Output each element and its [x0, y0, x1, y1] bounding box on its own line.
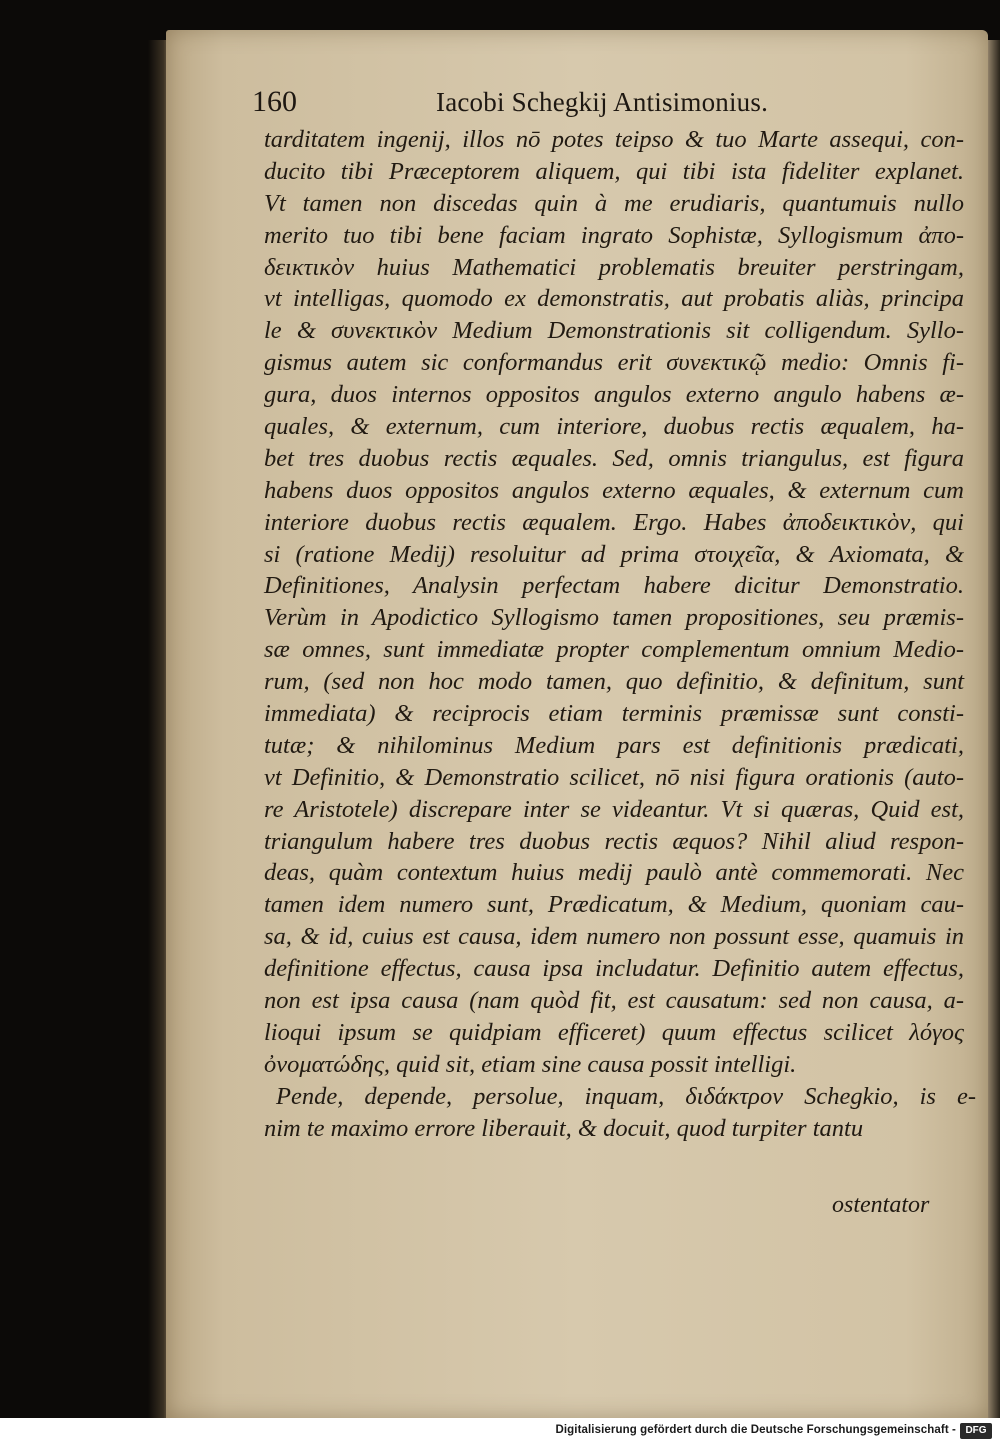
text-line: sæ omnes, sunt immediatæ propter complementum omnium Medio-: [264, 636, 964, 664]
text-line: immediata) & reciprocis etiam terminis præmissæ sunt consti-: [264, 700, 964, 728]
text-line: δεικτικὸν huius Mathematici problematis breuiter perstringam,: [264, 253, 964, 281]
text-line: interiore duobus rectis æqualem. Ergo. Habes ἀποδεικτικὸν, qui: [264, 508, 964, 536]
text-line: bet tres duobus rectis æquales. Sed, omnis triangulus, est figura: [264, 444, 964, 472]
text-line: Vt tamen non discedas quin à me erudiaris, quantumuis nullo: [264, 189, 964, 217]
text-line: lioqui ipsum se quidpiam efficeret) quum effectus scilicet λόγος: [264, 1018, 964, 1046]
text-line: tamen idem numero sunt, Prædicatum, & Medium, quoniam cau-: [264, 891, 964, 919]
text-line: nim te maximo errore liberauit, & docuit, quod turpiter tantu: [264, 1114, 864, 1142]
text-line: tutæ; & nihilominus Medium pars est definitionis prædicati,: [264, 731, 964, 759]
body-text: [264, 124, 976, 1145]
dfg-logo: DFG: [960, 1423, 992, 1439]
text-line: vt intelligas, quomodo ex demonstratis, aut probatis aliàs, principa: [264, 285, 964, 313]
funding-credit: Digitalisierung gefördert durch die Deutsche Forschungsgemeinschaft -: [555, 1424, 956, 1436]
text-line: si (ratione Medij) resoluitur ad prima στοιχεῖα, & Axiomata, &: [264, 540, 964, 568]
text-line: Pende, depende, persolue, inquam, διδάκτρον Schegkio, is e-: [276, 1082, 976, 1110]
text-line: gura, duos internos oppositos angulos externo angulo habens æ-: [264, 381, 964, 409]
text-line: quales, & externum, cum interiore, duobus rectis æqualem, ha-: [264, 413, 964, 441]
text-line: merito tuo tibi bene faciam ingrato Sophistæ, Syllogismum ἀπο-: [264, 221, 964, 249]
text-line: gismus autem sic conformandus erit συνεκτικῷ medio: Omnis fi-: [264, 349, 964, 377]
text-line: sa, & id, cuius est causa, idem numero non possunt esse, quamuis in: [264, 923, 964, 951]
text-line: definitione effectus, causa ipsa includatur. Definitio autem effectus,: [264, 955, 964, 983]
page-edge: [988, 40, 1000, 1418]
text-line: deas, quàm contextum huius medij paulò antè commemorati. Nec: [264, 859, 964, 887]
text-line: Verùm in Apodictico Syllogismo tamen propositiones, seu præmis-: [264, 604, 964, 632]
text-line: triangulum habere tres duobus rectis æquos? Nihil aliud respon-: [264, 827, 964, 855]
text-line: le & συνεκτικὸν Medium Demonstrationis sit colligendum. Syllo-: [264, 317, 964, 345]
footer-bar: [0, 1418, 1000, 1445]
text-line: vt Definitio, & Demonstratio scilicet, nō nisi figura orationis (auto-: [264, 763, 964, 791]
page-header: [252, 84, 792, 120]
text-line: ὀνοματώδης, quid sit, etiam sine causa possit intelligi.: [264, 1050, 797, 1078]
text-line: non est ipsa causa (nam quòd fit, est causatum: sed non causa, a-: [264, 987, 964, 1015]
page-number: 160: [252, 85, 297, 118]
text-line: tarditatem ingenij, illos nō potes teipso & tuo Marte assequi, con-: [264, 126, 964, 153]
text-line: ducito tibi Præceptorem aliquem, qui tibi ista fideliter explanet.: [264, 157, 964, 185]
text-line: re Aristotele) discrepare inter se videantur. Vt si quæras, Quid est,: [264, 795, 964, 823]
text-line: Definitiones, Analysin perfectam habere dicitur Demonstratio.: [264, 572, 964, 600]
catchword: ostentator: [832, 1192, 930, 1218]
running-head: Iacobi Schegkij Antisimonius.: [436, 87, 769, 117]
text-line: habens duos oppositos angulos externo æquales, & externum cum: [264, 476, 964, 504]
text-line: rum, (sed non hoc modo tamen, quo definitio, & definitum, sunt: [264, 668, 964, 696]
